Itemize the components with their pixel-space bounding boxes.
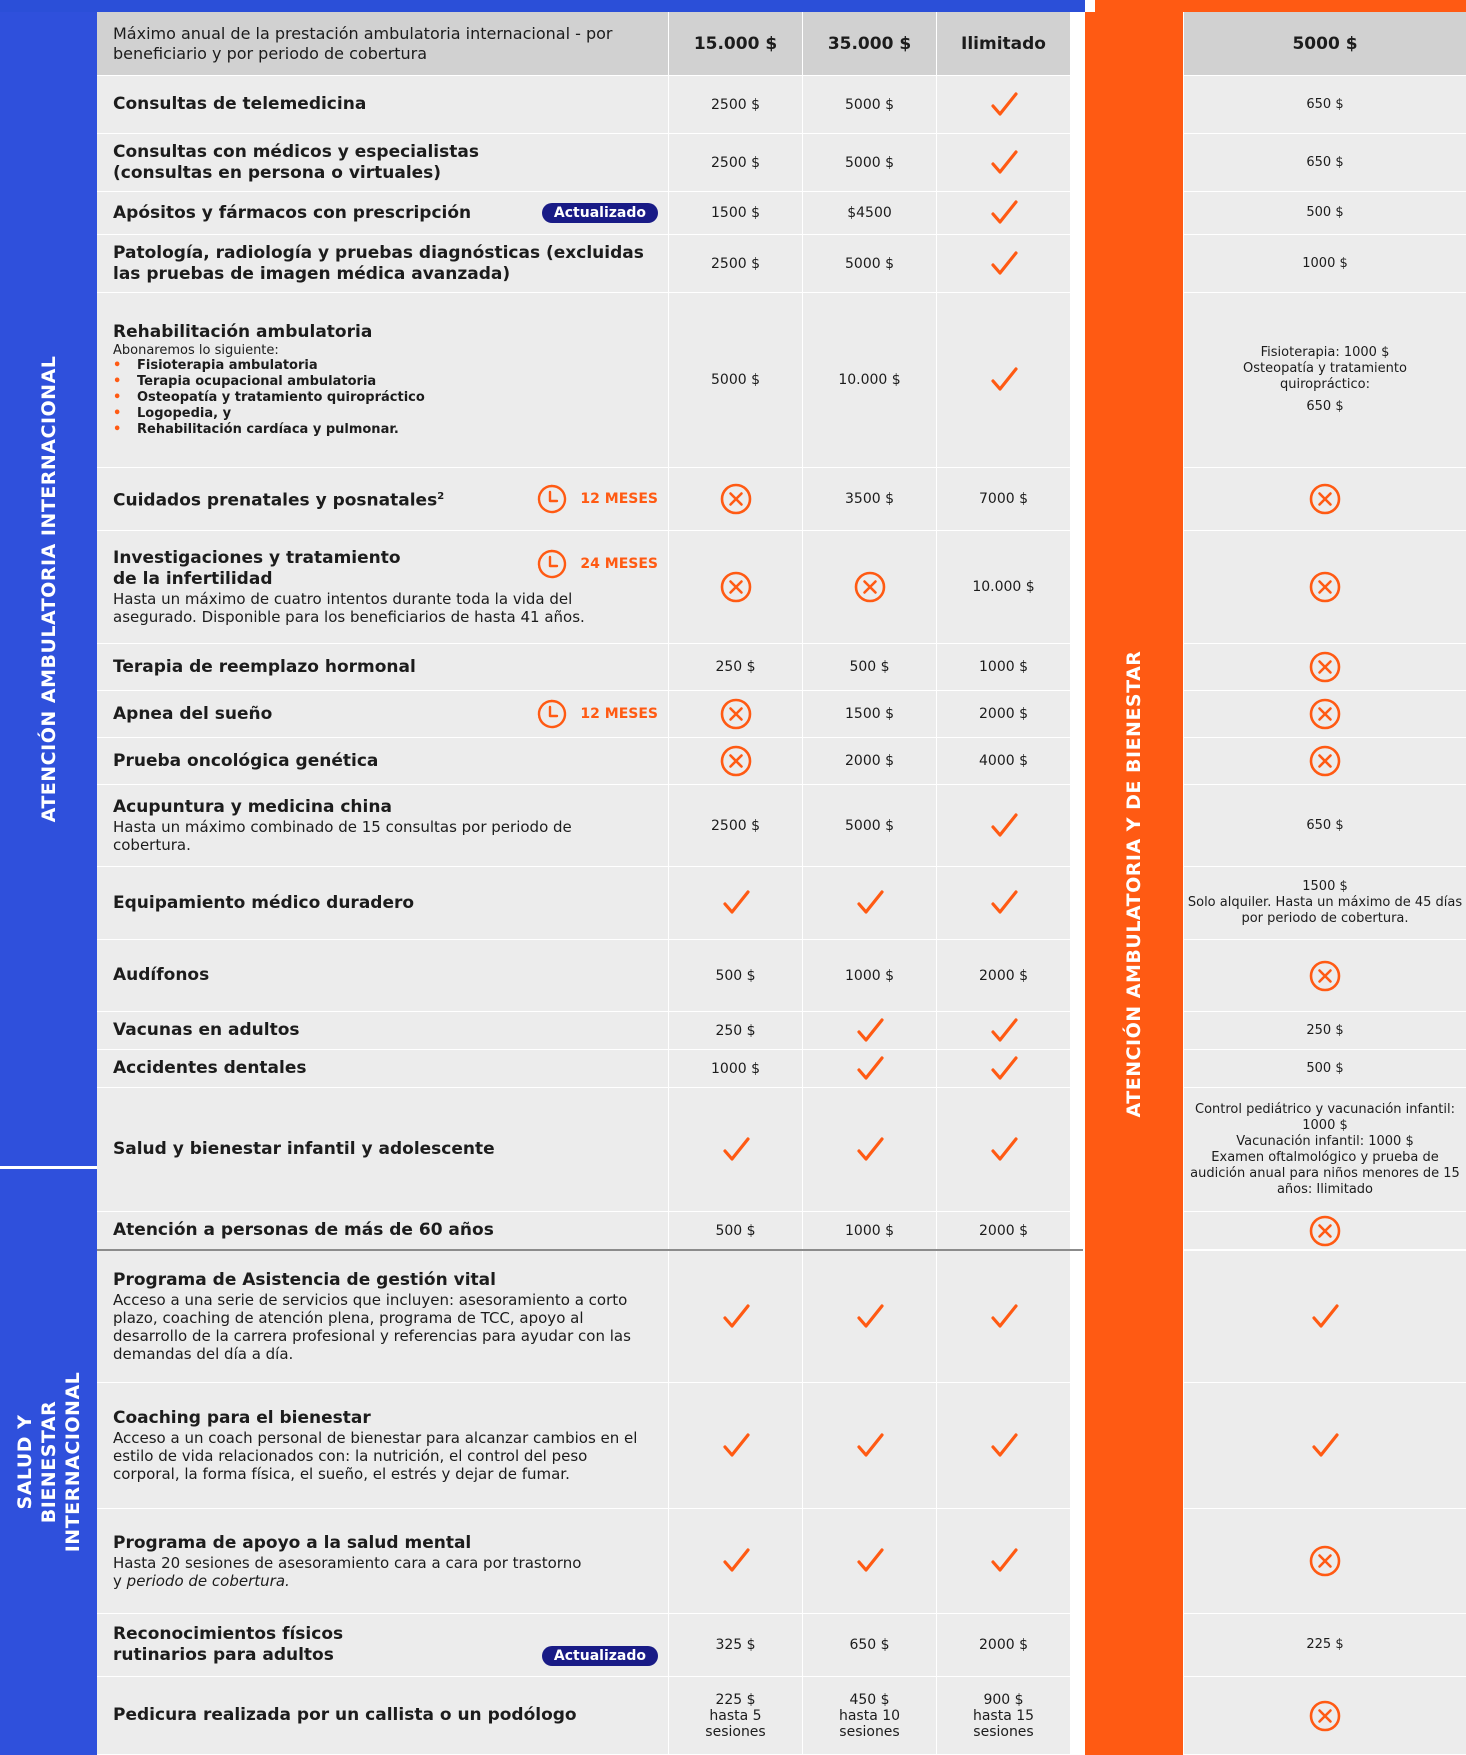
cell-value: 3500 $ — [802, 468, 936, 531]
cell-line: Solo alquiler. Hasta un máximo de 45 días por periodo de cobertura. — [1187, 895, 1463, 926]
cell-value: 4000 $ — [936, 738, 1070, 785]
row-intro: Abonaremos lo siguiente: — [113, 343, 279, 358]
cell-value: 1000 $ — [1183, 235, 1466, 293]
circle-x-icon — [1308, 1214, 1342, 1248]
cell-multiline — [1183, 867, 1466, 940]
table-row — [97, 76, 1466, 134]
circle-x-icon — [1308, 1699, 1342, 1733]
cell-value: 5000 $ — [802, 134, 936, 192]
cell-line: sesiones — [705, 1723, 766, 1740]
cell-line: 1500 $ — [1302, 879, 1348, 894]
checkmark-icon — [987, 1014, 1021, 1048]
cell-value: 1000 $ — [668, 1050, 802, 1088]
cell-value: 1000 $ — [802, 1212, 936, 1250]
cell-value: 2000 $ — [936, 691, 1070, 738]
cell-line: hasta 15 — [972, 1707, 1035, 1724]
cell-value: 1000 $ — [802, 940, 936, 1012]
row-title: Cuidados prenatales y posnatales — [113, 490, 438, 511]
checkmark-icon — [987, 363, 1021, 397]
row-title: Programa de Asistencia de gestión vital — [113, 1270, 496, 1290]
table-row — [97, 644, 1466, 691]
cell-line: Osteopatía y tratamiento quiropráctico: — [1243, 361, 1407, 392]
table-row — [97, 1212, 1466, 1250]
cell-value: 1500 $ — [668, 192, 802, 235]
circle-x-icon — [1308, 1544, 1342, 1578]
waiting-period — [536, 698, 658, 730]
cell-value: 250 $ — [668, 1012, 802, 1050]
circle-x-icon — [853, 570, 887, 604]
cell-value: 2500 $ — [668, 235, 802, 293]
header-plan-1: 15.000 $ — [668, 12, 802, 76]
row-title: Atención a personas de más de 60 años — [113, 1220, 494, 1240]
row-description: Hasta un máximo combinado de 15 consultas por periodo de cobertura. — [113, 818, 572, 854]
row-title: Vacunas en adultos — [113, 1020, 300, 1040]
bullet-item: • Rehabilitación cardíaca y pulmonar. — [113, 422, 658, 438]
row-title: Consultas de telemedicina — [113, 94, 367, 114]
cell-value: 250 $ — [668, 644, 802, 691]
table-row — [97, 1251, 1466, 1383]
row-title: Salud y bienestar infantil y adolescente — [113, 1139, 495, 1159]
top-bar-orange — [1095, 0, 1466, 12]
cell-value: 5000 $ — [802, 76, 936, 134]
waiting-period-label: 12 MESES — [580, 491, 658, 507]
cell-value: 2000 $ — [802, 738, 936, 785]
cell-line: Examen oftalmológico y prueba de audición anual para niños menores de 15 años: Ilimitado — [1190, 1149, 1460, 1197]
cell-line: 650 $ — [1306, 399, 1344, 414]
table-header-row — [97, 12, 1466, 76]
cell-line: hasta 10 — [838, 1707, 901, 1724]
table-row — [97, 867, 1466, 940]
row-title: Prueba oncológica genética — [113, 750, 379, 771]
section-outpatient-label: ATENCIÓN AMBULATORIA INTERNACIONAL — [37, 355, 60, 823]
checkmark-icon — [987, 1052, 1021, 1086]
row-title: Programa de apoyo a la salud mental — [113, 1532, 472, 1553]
bullet-item: • Logopedia, y — [113, 406, 658, 422]
cell-value: 2500 $ — [668, 76, 802, 134]
cell-value: 5000 $ — [802, 785, 936, 867]
row-title: Investigaciones y tratamiento de la infertilidad — [113, 548, 401, 589]
row-description: Acceso a una serie de servicios que incluyen: asesoramiento a corto plazo, coaching de atención plena, programa de TCC, apoyo al desarrollo de la carrera profesional y referencias para ayudar con las demandas del día a día. — [113, 1291, 631, 1363]
cell-value: 500 $ — [1183, 192, 1466, 235]
checkmark-icon — [853, 1014, 887, 1048]
row-title: Rehabilitación ambulatoria — [113, 322, 373, 342]
cell-line: hasta 5 — [709, 1707, 762, 1724]
cell-value: 5000 $ — [802, 235, 936, 293]
header-plan-4: 5000 $ — [1183, 12, 1466, 76]
cell-value: 10.000 $ — [802, 293, 936, 468]
checkmark-icon — [719, 1133, 753, 1167]
cell-value: 2000 $ — [936, 1212, 1070, 1250]
circle-x-icon — [1308, 959, 1342, 993]
circle-x-icon — [719, 697, 753, 731]
row-description: Acceso a un coach personal de bienestar para alcanzar cambios en el estilo de vida relacionados con: la nutrición, el control del peso corporal, la forma física, el sueño, el estrés y dejar de fumar. — [113, 1429, 638, 1483]
circle-x-icon — [719, 570, 753, 604]
clock-icon — [536, 698, 568, 730]
row-title: Acupuntura y medicina china — [113, 797, 392, 817]
cell-value: 2000 $ — [936, 940, 1070, 1012]
table-row — [97, 1383, 1466, 1509]
updated-badge: Actualizado — [542, 1646, 658, 1666]
table-row — [97, 531, 1466, 644]
row-title: Equipamiento médico duradero — [113, 892, 415, 913]
table-row — [97, 1509, 1466, 1614]
cell-line: Control pediátrico y vacunación infantil: 1000 $ — [1195, 1101, 1455, 1133]
row-title: Apósitos y fármacos con prescripción — [113, 202, 472, 223]
header-plan-3: Ilimitado — [936, 12, 1070, 76]
checkmark-icon — [1308, 1300, 1342, 1334]
waiting-period — [536, 483, 658, 515]
checkmark-icon — [987, 196, 1021, 230]
cell-value: 325 $ — [668, 1614, 802, 1677]
cell-value: 650 $ — [1183, 76, 1466, 134]
section-plan-label: ATENCIÓN AMBULATORIA Y DE BIENESTAR — [1123, 650, 1145, 1117]
waiting-period — [536, 548, 658, 580]
table-row — [97, 940, 1466, 1012]
checkmark-icon — [987, 1133, 1021, 1167]
cell-value: 650 $ — [1183, 785, 1466, 867]
cell-value: 5000 $ — [668, 293, 802, 468]
checkmark-icon — [987, 1544, 1021, 1578]
footnote-mark: 2 — [437, 491, 445, 503]
table-row — [97, 1677, 1466, 1755]
circle-x-icon — [1308, 482, 1342, 516]
circle-x-icon — [1308, 697, 1342, 731]
top-bar-blue — [0, 0, 1085, 12]
checkmark-icon — [987, 1300, 1021, 1334]
checkmark-icon — [987, 1429, 1021, 1463]
cell-line: 900 $ — [983, 1691, 1024, 1708]
table-row — [97, 293, 1466, 468]
table-row — [97, 691, 1466, 738]
table-row — [97, 1088, 1466, 1212]
row-title: Apnea del sueño — [113, 703, 273, 724]
bullet-item: • Fisioterapia ambulatoria — [113, 358, 658, 374]
header-label: Máximo anual de la prestación ambulatoria internacional - por beneficiario y por periodo de cobertura — [113, 23, 613, 63]
cell-line: 450 $ — [849, 1691, 890, 1708]
checkmark-icon — [853, 1133, 887, 1167]
cell-line: Vacunación infantil: 1000 $ — [1236, 1133, 1414, 1149]
row-title: Audífonos — [113, 965, 210, 985]
cell-value: 500 $ — [668, 1212, 802, 1250]
cell-value: 225 $ — [1183, 1614, 1466, 1677]
row-description-italic: periodo de cobertura. — [126, 1571, 290, 1590]
row-title: Patología, radiología y pruebas diagnósticas (excluidas las pruebas de imagen médica avanzada) — [113, 242, 644, 284]
cell-multiline — [802, 1677, 936, 1755]
row-title: Consultas con médicos y especialistas (consultas en persona o virtuales) — [113, 141, 479, 183]
cell-line: 225 $ — [715, 1691, 756, 1708]
table-row — [97, 738, 1466, 785]
section-wellbeing-label: SALUD Y BIENESTAR INTERNACIONAL — [13, 1371, 84, 1553]
checkmark-icon — [719, 886, 753, 920]
cell-multiline — [1183, 1088, 1466, 1212]
checkmark-icon — [987, 88, 1021, 122]
checkmark-icon — [1308, 1429, 1342, 1463]
cell-value: 650 $ — [802, 1614, 936, 1677]
table-row — [97, 468, 1466, 531]
checkmark-icon — [719, 1544, 753, 1578]
checkmark-icon — [987, 247, 1021, 281]
table-row — [97, 192, 1466, 235]
checkmark-icon — [853, 886, 887, 920]
updated-badge: Actualizado — [542, 203, 658, 223]
circle-x-icon — [1308, 570, 1342, 604]
cell-value: 500 $ — [668, 940, 802, 1012]
row-title: Terapia de reemplazo hormonal — [113, 656, 416, 677]
checkmark-icon — [987, 146, 1021, 180]
waiting-period-label: 12 MESES — [580, 706, 658, 722]
cell-value: 500 $ — [802, 644, 936, 691]
cell-value: 7000 $ — [936, 468, 1070, 531]
cell-multiline — [1183, 293, 1466, 468]
cell-value: 500 $ — [1183, 1050, 1466, 1088]
checkmark-icon — [853, 1300, 887, 1334]
cell-line: sesiones — [839, 1723, 900, 1740]
row-title: Coaching para el bienestar — [113, 1408, 371, 1428]
row-description: Hasta un máximo de cuatro intentos durante toda la vida del asegurado. Disponible para los beneficiarios de hasta 41 años. — [113, 590, 585, 626]
circle-x-icon — [1308, 650, 1342, 684]
checkmark-icon — [853, 1052, 887, 1086]
cell-value: 2500 $ — [668, 785, 802, 867]
table-row — [97, 785, 1466, 867]
row-title: Accidentes dentales — [113, 1058, 307, 1078]
table-row — [97, 134, 1466, 192]
cell-line: Fisioterapia: 1000 $ — [1260, 345, 1390, 360]
waiting-period-label: 24 MESES — [580, 556, 658, 572]
checkmark-icon — [719, 1429, 753, 1463]
cell-multiline — [936, 1677, 1070, 1755]
cell-value: 1000 $ — [936, 644, 1070, 691]
circle-x-icon — [1308, 744, 1342, 778]
table-row — [97, 1050, 1466, 1088]
bullet-item: • Osteopatía y tratamiento quiropráctico — [113, 390, 658, 406]
header-plan-2: 35.000 $ — [802, 12, 936, 76]
circle-x-icon — [719, 482, 753, 516]
row-title: Pedicura realizada por un callista o un podólogo — [113, 1705, 577, 1725]
row-description: Hasta 20 sesiones de asesoramiento cara a cara por trastorno y — [113, 1553, 582, 1590]
row-title: Reconocimientos físicos rutinarios para adultos — [113, 1624, 344, 1665]
cell-multiline — [668, 1677, 802, 1755]
table-row — [97, 235, 1466, 293]
cell-line: sesiones — [973, 1723, 1034, 1740]
cell-value: 250 $ — [1183, 1012, 1466, 1050]
clock-icon — [536, 483, 568, 515]
checkmark-icon — [987, 886, 1021, 920]
table-row — [97, 1012, 1466, 1050]
cell-value: 1500 $ — [802, 691, 936, 738]
cell-value: 650 $ — [1183, 134, 1466, 192]
table-row — [97, 1614, 1466, 1677]
checkmark-icon — [853, 1544, 887, 1578]
checkmark-icon — [853, 1429, 887, 1463]
cell-value: 10.000 $ — [936, 531, 1070, 644]
cell-value: 2500 $ — [668, 134, 802, 192]
circle-x-icon — [719, 744, 753, 778]
checkmark-icon — [719, 1300, 753, 1334]
bullet-item: • Terapia ocupacional ambulatoria — [113, 374, 658, 390]
section-outpatient-international — [0, 12, 97, 1166]
section-wellbeing-international — [0, 1169, 97, 1755]
checkmark-icon — [987, 809, 1021, 843]
cell-value: $4500 — [802, 192, 936, 235]
cell-value: 2000 $ — [936, 1614, 1070, 1677]
clock-icon — [536, 548, 568, 580]
